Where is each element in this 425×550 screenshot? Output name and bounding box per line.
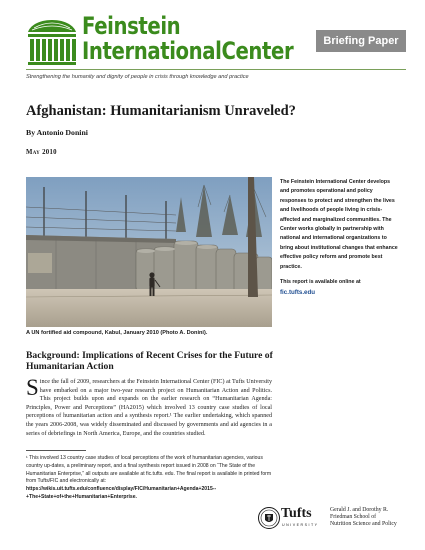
briefing-paper-badge: Briefing Paper [316,30,406,52]
footnote-link[interactable]: https://wikis.uit.tufts.edu/confluence/display/FIC/Humanitarian+Agenda+2015--+The+State+of+the+Humanitarian+Enterprise. [26,486,217,500]
tufts-university-label: UNIVERSITY [282,523,319,527]
footnote [26,455,274,502]
school-line-2: Friedman School of [330,514,377,520]
section-body [26,375,272,438]
tufts-logo [258,506,406,534]
sidebar-about [280,178,400,298]
drop-cap: S [26,375,39,400]
tagline: Strengthening the humanity and dignity of people in crisis through knowledge and practice [26,74,249,80]
tufts-wordmark: Tufts [281,506,312,521]
tufts-seal-icon [258,506,280,530]
logo-line-2: InternationalCenter [82,37,294,65]
sidebar-description: The Feinstein International Center develops and promotes operational and policy responses to protect and strengthen the lives and livelihoods of people living in crisis-affected and marginalized communities. The Center works globally in partnership with national and international organizations to bring about institutional changes that enhance effective policy reform and promote best practice. [280,179,398,270]
fortified-compound-illustration [26,177,272,327]
footnote-text: ¹ This involved 13 country case studies of local perceptions of the work of humanitarian agencies, various country up-dates, a preliminary report, and a final synthesis report issued in 2008 on “The State of the Humanitarian Enterprise,” all outputs are available at fic.tufts. edu. The final report is available in printed form from Tufts/FIC and electronically at: [26,455,272,485]
body-paragraph: ince the fall of 2009, researchers at the Feinstein International Center (FIC) at Tufts University have embarked on a major two-year research project on Humanitarian Action and Politics. This project builds upon and expands on the earlier research on “Humanitarian Agenda: Principles, Power and Perceptions” (HA2015) which involved 13 country case studies of local perceptions of humanitarian action and a synthesis report.¹ The earlier undertaking, which spanned the years 2006-2008, was widely disseminated and discussed by governments and aid agencies in a series of debriefings in North America, Europe, and the countries studied. [26,379,272,437]
feinstein-logo-icon [26,18,78,66]
photo-caption: A UN fortified aid compound, Kabul, January 2010 (Photo A. Donini). [26,330,208,336]
section-heading: Background: Implications of Recent Crises for the Future of Humanitarian Action [26,350,273,373]
school-line-3: Nutrition Science and Policy [330,521,397,527]
publication-date: May 2010 [26,149,57,156]
center-logotype [82,14,340,63]
masthead [26,14,406,84]
author-byline: By Antonio Donini [26,128,88,137]
cover-photo [26,177,272,327]
header-rule [26,69,406,70]
school-line-1: Gerald J. and Dorothy R. [330,507,389,513]
report-url-link[interactable]: fic.tufts.edu [280,289,316,297]
article-title: Afghanistan: Humanitarianism Unraveled? [26,103,296,119]
logo-line-1: Feinstein [82,12,181,40]
sidebar-availability [280,278,400,298]
availability-text: This report is available online at [280,279,361,286]
friedman-school-name [330,507,397,528]
footnote-rule [26,450,86,451]
